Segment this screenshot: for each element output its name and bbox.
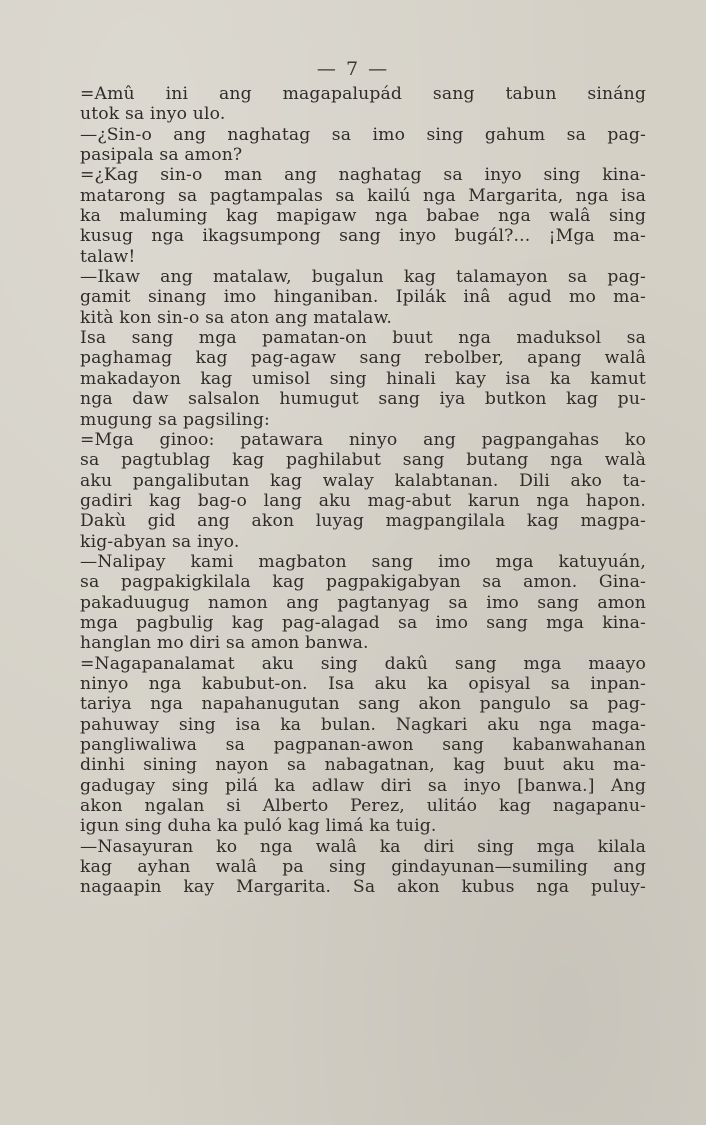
text-line: =Nagapanalamat aku sing dakû sang mga maayo [80,653,646,674]
text-line: nga daw salsalon humugut sang iya butkon kag pu- [80,389,646,410]
text-line: tariya nga napahanugutan sang akon pangulo sa pag- [80,694,646,715]
body-text [80,84,646,898]
text-line: utok sa inyo ulo. [80,104,226,125]
text-line: akon ngalan si Alberto Perez, ulitáo kag nagapanu- [80,796,646,817]
text-line: =Amû ini ang magapalupád sang tabun sináng [80,84,646,104]
text-line: dinhi sining nayon sa nabagatnan, kag buut aku ma- [80,755,646,776]
text-line: sa pagpakigkilala kag pagpakigabyan sa amon. Gina- [80,572,646,593]
text-line: aku pangalibutan kag walay kalabtanan. Dili ako ta- [80,470,646,491]
text-line: matarong sa pagtampalas sa kailú nga Margarita, nga isa [80,185,646,206]
text-line: sa pagtublag kag paghilabut sang butang nga walà [80,450,646,471]
text-line: kag ayhan walâ pa sing gindayunan—sumiling ang [80,857,646,878]
text-line: hanglan mo diri sa amon banwa. [80,633,369,654]
text-line: ka maluming kag mapigaw nga babae nga walâ sing [80,206,646,227]
text-line: igun sing duha ka puló kag limá ka tuig. [80,816,437,837]
text-line: gadugay sing pilá ka adlaw diri sa inyo [banwa.] Ang [80,775,646,796]
text-line: —Nalipay kami magbaton sang imo mga katuyuán, [80,551,646,572]
text-line: —Nasayuran ko nga walâ ka diri sing mga kilala [80,836,646,857]
page-number: — 7 — [316,58,390,80]
text-line: nagaapin kay Margarita. Sa akon kubus nga puluy- [80,877,646,898]
text-line: pasipala sa amon? [80,145,243,166]
text-line: makadayon kag umisol sing hinali kay isa ka kamut [80,368,646,389]
text-line: kig-abyan sa inyo. [80,531,240,552]
text-line: kità kon sin-o sa aton ang matalaw. [80,307,393,328]
text-line: pahuway sing isa ka bulan. Nagkari aku nga maga- [80,714,646,735]
text-line: pangliwaliwa sa pagpanan-awon sang kabanwahanan [80,735,646,755]
text-line: talaw! [80,246,136,267]
text-line: gamit sinang imo hinganiban. Ipilák inâ agud mo ma- [80,287,646,308]
text-line: kusug nga ikagsumpong sang inyo bugál?... ¡Mga ma- [80,226,646,247]
text-line: ninyo nga kabubut-on. Isa aku ka opisyal sa inpan- [80,673,646,694]
text-line: paghamag kag pag-agaw sang rebolber, apang walâ [80,348,646,369]
text-line: mugung sa pagsiling: [80,409,270,430]
text-line: gadiri kag bag-o lang aku mag-abut karun nga hapon. [80,490,646,511]
text-line: Isa sang mga pamatan-on buut nga maduksol sa [80,328,646,349]
text-line: mga pagbulig kag pag-alagad sa imo sang mga kina- [80,612,646,633]
text-line: —¿Sin-o ang naghatag sa imo sing gahum sa pag- [80,124,646,145]
text-line: pakaduugug namon ang pagtanyag sa imo sang amon [80,592,646,613]
text-line: Dakù gid ang akon luyag magpangilala kag magpa- [80,511,646,532]
text-line: =¿Kag sin-o man ang naghatag sa inyo sing kina- [80,165,646,186]
text-line: =Mga ginoo: patawara ninyo ang pagpangahas ko [80,429,646,450]
text-line: —Ikaw ang matalaw, bugalun kag talamayon sa pag- [80,267,646,288]
